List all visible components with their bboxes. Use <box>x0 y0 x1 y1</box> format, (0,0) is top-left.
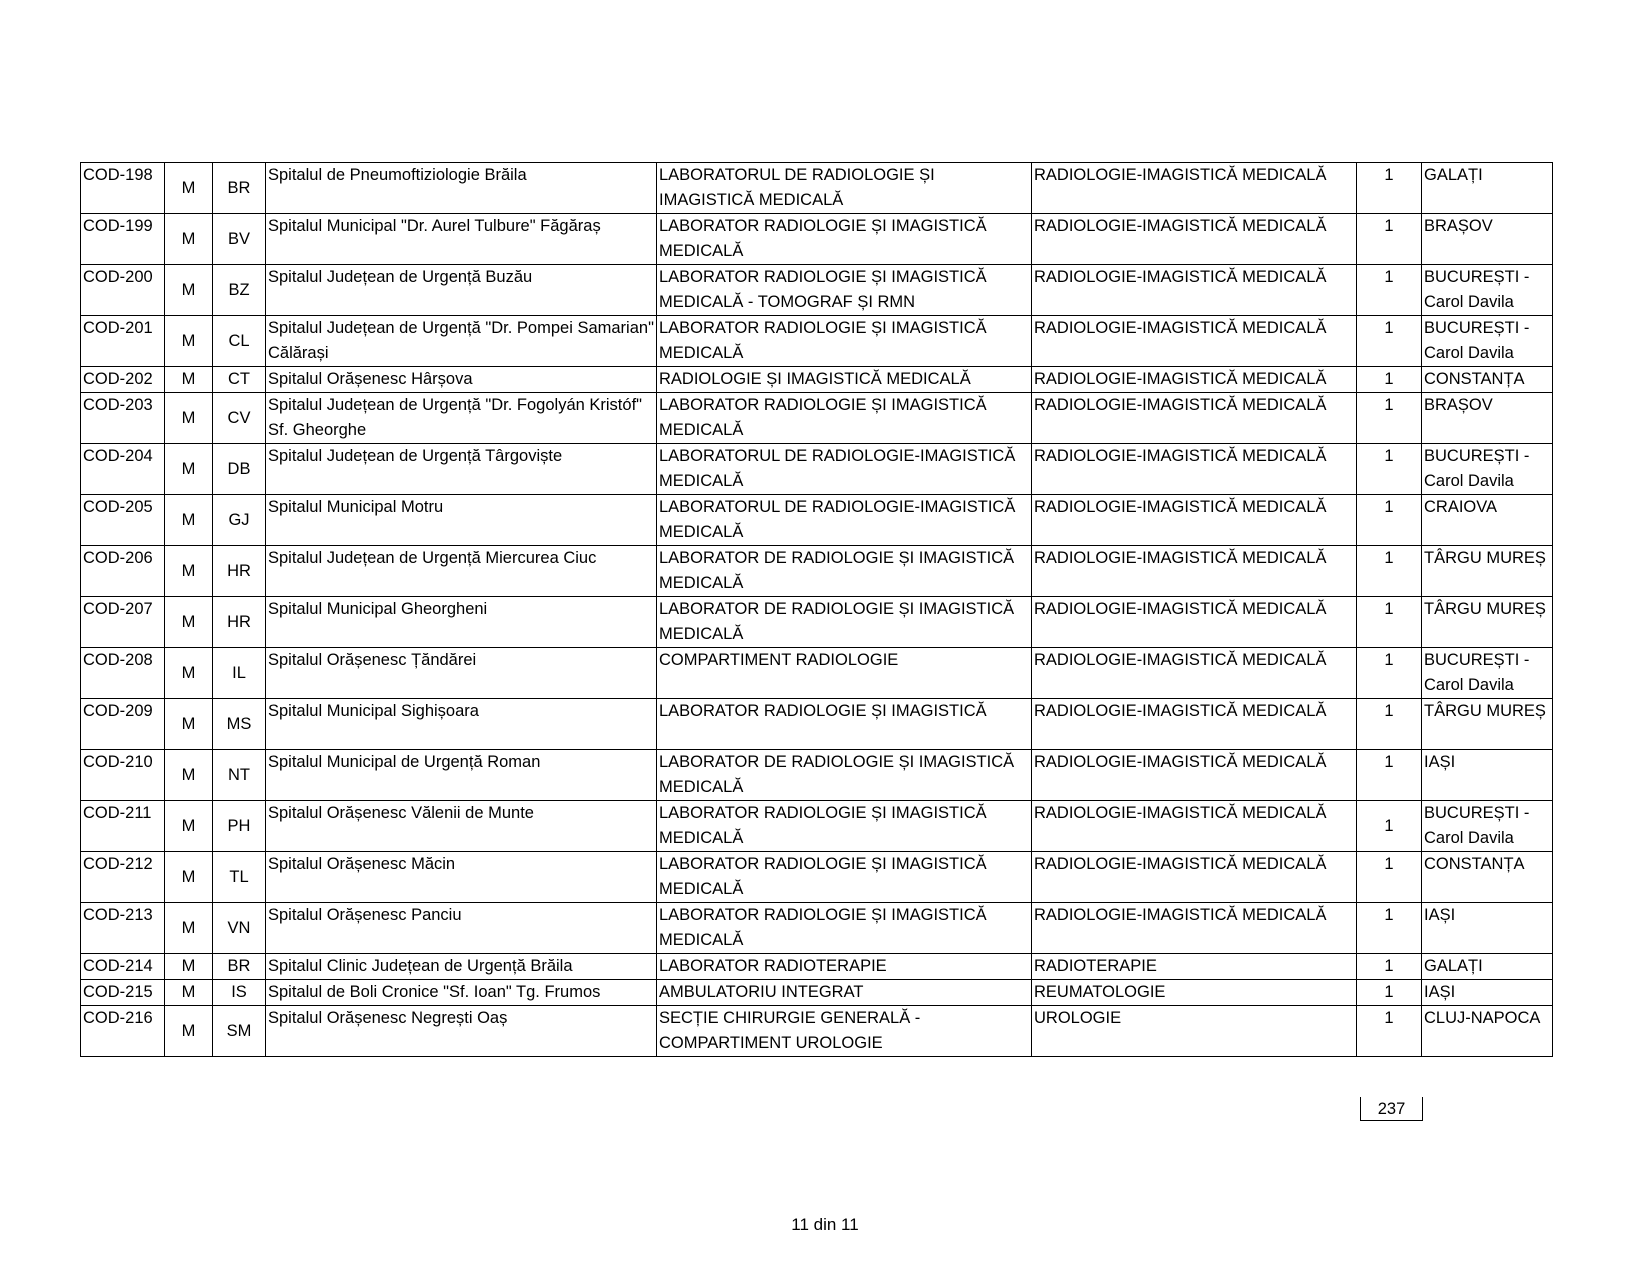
judet-cell: CV <box>213 393 266 444</box>
unitate-cell: Spitalul Orășenesc Măcin <box>266 852 657 903</box>
tip-cell: M <box>165 801 213 852</box>
cod-cell: COD-213 <box>81 903 165 954</box>
centru-cell: CRAIOVA <box>1422 495 1553 546</box>
unitate-cell: Spitalul Județean de Urgență Târgoviște <box>266 444 657 495</box>
judet-cell: BV <box>213 214 266 265</box>
table-row <box>81 699 1553 750</box>
judet-cell: TL <box>213 852 266 903</box>
table-body <box>81 163 1553 1057</box>
sectie-cell: LABORATOR RADIOTERAPIE <box>657 954 1032 980</box>
sectie-cell: LABORATOR DE RADIOLOGIE ȘI IMAGISTICĂ MEDICALĂ <box>657 750 1032 801</box>
tip-cell: M <box>165 648 213 699</box>
judet-cell: IS <box>213 980 266 1006</box>
centru-cell: CONSTANȚA <box>1422 367 1553 393</box>
specialitate-cell: RADIOTERAPIE <box>1032 954 1357 980</box>
table-row <box>81 316 1553 367</box>
cod-cell: COD-202 <box>81 367 165 393</box>
unitate-cell: Spitalul Municipal Motru <box>266 495 657 546</box>
tip-cell: M <box>165 980 213 1006</box>
page-number: 11 din 11 <box>791 1215 859 1234</box>
specialitate-cell: UROLOGIE <box>1032 1006 1357 1057</box>
specialitate-cell: RADIOLOGIE-IMAGISTICĂ MEDICALĂ <box>1032 214 1357 265</box>
judet-cell: VN <box>213 903 266 954</box>
sectie-cell: LABORATOR DE RADIOLOGIE ȘI IMAGISTICĂ MEDICALĂ <box>657 546 1032 597</box>
posturi-cell: 1 <box>1357 393 1422 444</box>
specialitate-cell: RADIOLOGIE-IMAGISTICĂ MEDICALĂ <box>1032 597 1357 648</box>
cod-cell: COD-210 <box>81 750 165 801</box>
sectie-cell: RADIOLOGIE ȘI IMAGISTICĂ MEDICALĂ <box>657 367 1032 393</box>
posturi-cell: 1 <box>1357 495 1422 546</box>
table-row <box>81 367 1553 393</box>
posturi-cell: 1 <box>1357 367 1422 393</box>
tip-cell: M <box>165 214 213 265</box>
sectie-cell: LABORATORUL DE RADIOLOGIE-IMAGISTICĂ MEDICALĂ <box>657 495 1032 546</box>
centru-cell: BUCUREȘTI - Carol Davila <box>1422 801 1553 852</box>
unitate-cell: Spitalul Orășenesc Panciu <box>266 903 657 954</box>
sectie-cell: AMBULATORIU INTEGRAT <box>657 980 1032 1006</box>
tip-cell: M <box>165 750 213 801</box>
posturi-cell: 1 <box>1357 903 1422 954</box>
sectie-cell: LABORATOR RADIOLOGIE ȘI IMAGISTICĂ <box>657 699 1032 750</box>
centru-cell: CONSTANȚA <box>1422 852 1553 903</box>
table-row <box>81 903 1553 954</box>
specialitate-cell: RADIOLOGIE-IMAGISTICĂ MEDICALĂ <box>1032 393 1357 444</box>
sectie-cell: SECȚIE CHIRURGIE GENERALĂ - COMPARTIMENT UROLOGIE <box>657 1006 1032 1057</box>
posturi-cell: 1 <box>1357 1006 1422 1057</box>
posturi-cell: 1 <box>1357 699 1422 750</box>
table-row <box>81 546 1553 597</box>
unitate-cell: Spitalul Județean de Urgență "Dr. Fogolyán Kristóf" Sf. Gheorghe <box>266 393 657 444</box>
centru-cell: BRAȘOV <box>1422 393 1553 444</box>
posturi-cell: 1 <box>1357 852 1422 903</box>
posturi-cell: 1 <box>1357 214 1422 265</box>
tip-cell: M <box>165 444 213 495</box>
specialitate-cell: REUMATOLOGIE <box>1032 980 1357 1006</box>
sectie-cell: LABORATOR RADIOLOGIE ȘI IMAGISTICĂ MEDICALĂ <box>657 852 1032 903</box>
judet-cell: IL <box>213 648 266 699</box>
judet-cell: NT <box>213 750 266 801</box>
tip-cell: M <box>165 163 213 214</box>
judet-cell: BR <box>213 954 266 980</box>
tip-cell: M <box>165 1006 213 1057</box>
specialitate-cell: RADIOLOGIE-IMAGISTICĂ MEDICALĂ <box>1032 265 1357 316</box>
centru-cell: TÂRGU MUREȘ <box>1422 546 1553 597</box>
unitate-cell: Spitalul de Boli Cronice "Sf. Ioan" Tg. Frumos <box>266 980 657 1006</box>
specialitate-cell: RADIOLOGIE-IMAGISTICĂ MEDICALĂ <box>1032 903 1357 954</box>
table-row <box>81 801 1553 852</box>
centru-cell: BUCUREȘTI - Carol Davila <box>1422 648 1553 699</box>
judet-cell: HR <box>213 597 266 648</box>
judet-cell: CL <box>213 316 266 367</box>
centru-cell: GALAȚI <box>1422 163 1553 214</box>
unitate-cell: Spitalul Municipal Gheorgheni <box>266 597 657 648</box>
sectie-cell: LABORATOR RADIOLOGIE ȘI IMAGISTICĂ MEDICALĂ <box>657 214 1032 265</box>
sectie-cell: LABORATOR RADIOLOGIE ȘI IMAGISTICĂ MEDICALĂ <box>657 903 1032 954</box>
tip-cell: M <box>165 316 213 367</box>
posturi-cell: 1 <box>1357 954 1422 980</box>
specialitate-cell: RADIOLOGIE-IMAGISTICĂ MEDICALĂ <box>1032 750 1357 801</box>
table-row <box>81 444 1553 495</box>
tip-cell: M <box>165 265 213 316</box>
specialitate-cell: RADIOLOGIE-IMAGISTICĂ MEDICALĂ <box>1032 163 1357 214</box>
tip-cell: M <box>165 546 213 597</box>
centru-cell: TÂRGU MUREȘ <box>1422 597 1553 648</box>
judet-cell: SM <box>213 1006 266 1057</box>
judet-cell: CT <box>213 367 266 393</box>
judet-cell: BR <box>213 163 266 214</box>
unitate-cell: Spitalul Orășenesc Hârșova <box>266 367 657 393</box>
cod-cell: COD-207 <box>81 597 165 648</box>
specialitate-cell: RADIOLOGIE-IMAGISTICĂ MEDICALĂ <box>1032 367 1357 393</box>
unitate-cell: Spitalul Județean de Urgență "Dr. Pompei Samarian" Călărași <box>266 316 657 367</box>
tip-cell: M <box>165 367 213 393</box>
table-row <box>81 954 1553 980</box>
unitate-cell: Spitalul Orășenesc Negrești Oaș <box>266 1006 657 1057</box>
unitate-cell: Spitalul Orășenesc Țăndărei <box>266 648 657 699</box>
table-row <box>81 393 1553 444</box>
posturi-cell: 1 <box>1357 980 1422 1006</box>
cod-cell: COD-214 <box>81 954 165 980</box>
specialitate-cell: RADIOLOGIE-IMAGISTICĂ MEDICALĂ <box>1032 546 1357 597</box>
posturi-cell: 1 <box>1357 316 1422 367</box>
centru-cell: IAȘI <box>1422 903 1553 954</box>
positions-table <box>80 162 1553 1057</box>
cod-cell: COD-212 <box>81 852 165 903</box>
specialitate-cell: RADIOLOGIE-IMAGISTICĂ MEDICALĂ <box>1032 316 1357 367</box>
centru-cell: GALAȚI <box>1422 954 1553 980</box>
unitate-cell: Spitalul Orășenesc Vălenii de Munte <box>266 801 657 852</box>
cod-cell: COD-198 <box>81 163 165 214</box>
cod-cell: COD-208 <box>81 648 165 699</box>
unitate-cell: Spitalul Județean de Urgență Buzău <box>266 265 657 316</box>
cod-cell: COD-206 <box>81 546 165 597</box>
cod-cell: COD-200 <box>81 265 165 316</box>
centru-cell: BUCUREȘTI - Carol Davila <box>1422 265 1553 316</box>
unitate-cell: Spitalul Județean de Urgență Miercurea Ciuc <box>266 546 657 597</box>
posturi-cell: 1 <box>1357 163 1422 214</box>
specialitate-cell: RADIOLOGIE-IMAGISTICĂ MEDICALĂ <box>1032 852 1357 903</box>
tip-cell: M <box>165 597 213 648</box>
centru-cell: IAȘI <box>1422 750 1553 801</box>
tip-cell: M <box>165 495 213 546</box>
cod-cell: COD-205 <box>81 495 165 546</box>
cod-cell: COD-199 <box>81 214 165 265</box>
sectie-cell: LABORATORUL DE RADIOLOGIE ȘI IMAGISTICĂ MEDICALĂ <box>657 163 1032 214</box>
unitate-cell: Spitalul Municipal de Urgență Roman <box>266 750 657 801</box>
table-row <box>81 750 1553 801</box>
judet-cell: MS <box>213 699 266 750</box>
judet-cell: HR <box>213 546 266 597</box>
cod-cell: COD-216 <box>81 1006 165 1057</box>
cod-cell: COD-211 <box>81 801 165 852</box>
centru-cell: BRAȘOV <box>1422 214 1553 265</box>
sectie-cell: LABORATOR RADIOLOGIE ȘI IMAGISTICĂ MEDICALĂ - TOMOGRAF ȘI RMN <box>657 265 1032 316</box>
specialitate-cell: RADIOLOGIE-IMAGISTICĂ MEDICALĂ <box>1032 699 1357 750</box>
cod-cell: COD-204 <box>81 444 165 495</box>
posturi-cell: 1 <box>1357 597 1422 648</box>
posturi-cell: 1 <box>1357 648 1422 699</box>
specialitate-cell: RADIOLOGIE-IMAGISTICĂ MEDICALĂ <box>1032 444 1357 495</box>
judet-cell: GJ <box>213 495 266 546</box>
unitate-cell: Spitalul de Pneumoftiziologie Brăila <box>266 163 657 214</box>
total-cell: 237 <box>1360 1097 1423 1121</box>
centru-cell: BUCUREȘTI - Carol Davila <box>1422 316 1553 367</box>
table-row <box>81 852 1553 903</box>
tip-cell: M <box>165 852 213 903</box>
tip-cell: M <box>165 903 213 954</box>
table-row <box>81 597 1553 648</box>
cod-cell: COD-201 <box>81 316 165 367</box>
posturi-cell: 1 <box>1357 801 1422 852</box>
table-row <box>81 980 1553 1006</box>
centru-cell: IAȘI <box>1422 980 1553 1006</box>
unitate-cell: Spitalul Municipal Sighișoara <box>266 699 657 750</box>
centru-cell: TÂRGU MUREȘ <box>1422 699 1553 750</box>
table-row <box>81 163 1553 214</box>
sectie-cell: COMPARTIMENT RADIOLOGIE <box>657 648 1032 699</box>
tip-cell: M <box>165 699 213 750</box>
specialitate-cell: RADIOLOGIE-IMAGISTICĂ MEDICALĂ <box>1032 648 1357 699</box>
sectie-cell: LABORATOR RADIOLOGIE ȘI IMAGISTICĂ MEDICALĂ <box>657 393 1032 444</box>
judet-cell: PH <box>213 801 266 852</box>
table-row <box>81 495 1553 546</box>
unitate-cell: Spitalul Clinic Județean de Urgență Brăila <box>266 954 657 980</box>
tip-cell: M <box>165 954 213 980</box>
judet-cell: BZ <box>213 265 266 316</box>
sectie-cell: LABORATOR RADIOLOGIE ȘI IMAGISTICĂ MEDICALĂ <box>657 316 1032 367</box>
sectie-cell: LABORATOR DE RADIOLOGIE ȘI IMAGISTICĂ MEDICALĂ <box>657 597 1032 648</box>
table-row <box>81 265 1553 316</box>
cod-cell: COD-209 <box>81 699 165 750</box>
unitate-cell: Spitalul Municipal "Dr. Aurel Tulbure" Făgăraș <box>266 214 657 265</box>
judet-cell: DB <box>213 444 266 495</box>
table-row <box>81 214 1553 265</box>
cod-cell: COD-215 <box>81 980 165 1006</box>
sectie-cell: LABORATORUL DE RADIOLOGIE-IMAGISTICĂ MEDICALĂ <box>657 444 1032 495</box>
specialitate-cell: RADIOLOGIE-IMAGISTICĂ MEDICALĂ <box>1032 495 1357 546</box>
centru-cell: BUCUREȘTI - Carol Davila <box>1422 444 1553 495</box>
posturi-cell: 1 <box>1357 750 1422 801</box>
cod-cell: COD-203 <box>81 393 165 444</box>
posturi-cell: 1 <box>1357 546 1422 597</box>
posturi-cell: 1 <box>1357 265 1422 316</box>
centru-cell: CLUJ-NAPOCA <box>1422 1006 1553 1057</box>
tip-cell: M <box>165 393 213 444</box>
sectie-cell: LABORATOR RADIOLOGIE ȘI IMAGISTICĂ MEDICALĂ <box>657 801 1032 852</box>
posturi-cell: 1 <box>1357 444 1422 495</box>
specialitate-cell: RADIOLOGIE-IMAGISTICĂ MEDICALĂ <box>1032 801 1357 852</box>
table-row <box>81 648 1553 699</box>
table-row <box>81 1006 1553 1057</box>
